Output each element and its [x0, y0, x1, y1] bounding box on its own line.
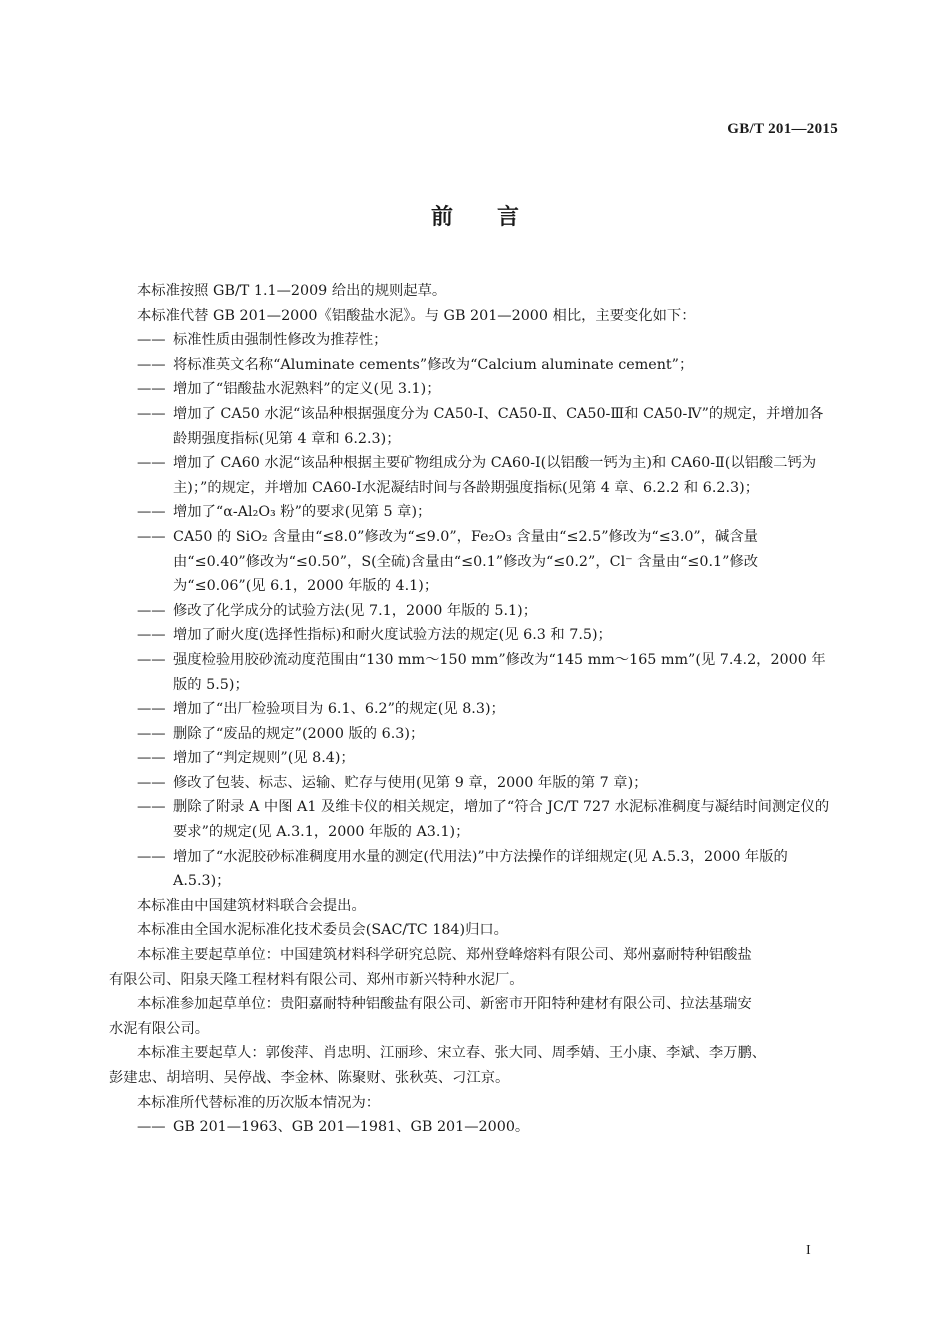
change-item: —— 强度检验用胶砂流动度范围由“130 mm～150 mm”修改为“145 mm～165 mm”(见 7.4.2，2000 年版的 5.5)；	[137, 651, 826, 693]
change-item: —— 增加了“α-Al₂O₃ 粉”的要求(见第 5 章)；	[137, 504, 432, 521]
change-item: —— 标准性质由强制性修改为推荐性；	[137, 332, 388, 349]
title-char-1: 前	[430, 205, 453, 230]
paragraph-continuation: 彭建忠、胡培明、吴停战、李金林、陈聚财、张秋英、刁江京。	[109, 1070, 510, 1086]
change-item: —— 增加了 CA50 水泥“该品种根据强度分为 CA50-Ⅰ、CA50-Ⅱ、CA50-Ⅲ和 CA50-Ⅳ”的规定，并增加各龄期强度指标(见第 4 章和 6.2.3)；	[137, 405, 824, 447]
change-item: —— CA50 的 SiO₂ 含量由“≤8.0”修改为“≤9.0”，Fe₂O₃ 含量由“≤2.5”修改为“≤3.0”，碱含量由“≤0.40”修改为“≤0.50”，S(全硫)含量由“≤0.1”修改为“≤0.2”，Cl⁻ 含量由“≤0.1”修改为“≤0.06”(见 6.1，2000 年版的 4.1)；	[137, 528, 759, 595]
change-item: —— 增加了耐火度(选择性指标)和耐火度试验方法的规定(见 6.3 和 7.5)；	[137, 627, 612, 644]
paragraph: 本标准主要起草单位：中国建筑材料科学研究总院、郑州登峰熔料有限公司、郑州嘉耐特种铝酸盐	[137, 947, 752, 964]
paragraph-continuation: 有限公司、阳泉天隆工程材料有限公司、郑州市新兴特种水泥厂。	[109, 971, 524, 988]
change-item: —— 删除了“废品的规定”(2000 版的 6.3)；	[137, 725, 425, 742]
change-item: —— 增加了 CA60 水泥“该品种根据主要矿物组成分为 CA60-Ⅰ(以铝酸一钙为主)和 CA60-Ⅱ(以铝酸二钙为主)；”的规定，并增加 CA60-Ⅰ水泥凝结时间与各龄期强度指标(见第 4 章、6.2.2 和 6.2.3)；	[137, 455, 817, 496]
change-item: —— 删除了附录 A 中图 A1 及维卡仪的相关规定，增加了“符合 JC/T 727 水泥标准稠度与凝结时间测定仪的要求”的规定(见 A.3.1，2000 年版的 A3.1)；	[137, 799, 830, 841]
change-item: —— 将标准英文名称“Aluminate cements”修改为“Calcium aluminate cement”；	[137, 356, 694, 373]
standard-number: GB/T 201—2015	[727, 121, 838, 137]
preface-body	[109, 279, 837, 1140]
paragraph: 本标准参加起草单位：贵阳嘉耐特种铝酸盐有限公司、新密市开阳特种建材有限公司、拉法基瑞安	[137, 996, 752, 1013]
change-item: —— 增加了“判定规则”(见 8.4)；	[137, 750, 355, 767]
paragraph: 本标准主要起草人：郭俊萍、肖忠明、江丽珍、宋立春、张大同、周季婧、王小康、李斌、李万鹏、	[137, 1045, 767, 1062]
change-item: —— 增加了“出厂检验项目为 6.1、6.2”的规定(见 8.3)；	[137, 701, 505, 718]
page-title	[0, 200, 950, 231]
title-char-2: 言	[497, 205, 520, 230]
paragraph: 本标准由全国水泥标准化技术委员会(SAC/TC 184)归口。	[137, 922, 508, 939]
change-item: —— 增加了“铝酸盐水泥熟料”的定义(见 3.1)；	[137, 381, 441, 398]
page-number: I	[806, 1243, 811, 1258]
paragraph: 本标准所代替标准的历次版本情况为：	[137, 1094, 381, 1111]
change-item: —— 增加了“水泥胶砂标准稠度用水量的测定(代用法)”中方法操作的详细规定(见 A.5.3，2000 年版的 A.5.3)；	[137, 848, 788, 890]
change-item: —— 修改了化学成分的试验方法(见 7.1，2000 年版的 5.1)；	[137, 602, 537, 619]
paragraph: 本标准代替 GB 201—2000《铝酸盐水泥》。与 GB 201—2000 相比，主要变化如下：	[137, 307, 696, 324]
change-item: —— 修改了包装、标志、运输、贮存与使用(见第 9 章，2000 年版的第 7 章)；	[137, 774, 648, 791]
paragraph: 本标准由中国建筑材料联合会提出。	[137, 897, 366, 914]
paragraph: 本标准按照 GB/T 1.1—2009 给出的规则起草。	[137, 283, 447, 299]
history-item: —— GB 201—1963、GB 201—1981、GB 201—2000。	[137, 1119, 530, 1136]
paragraph-continuation: 水泥有限公司。	[109, 1020, 210, 1037]
